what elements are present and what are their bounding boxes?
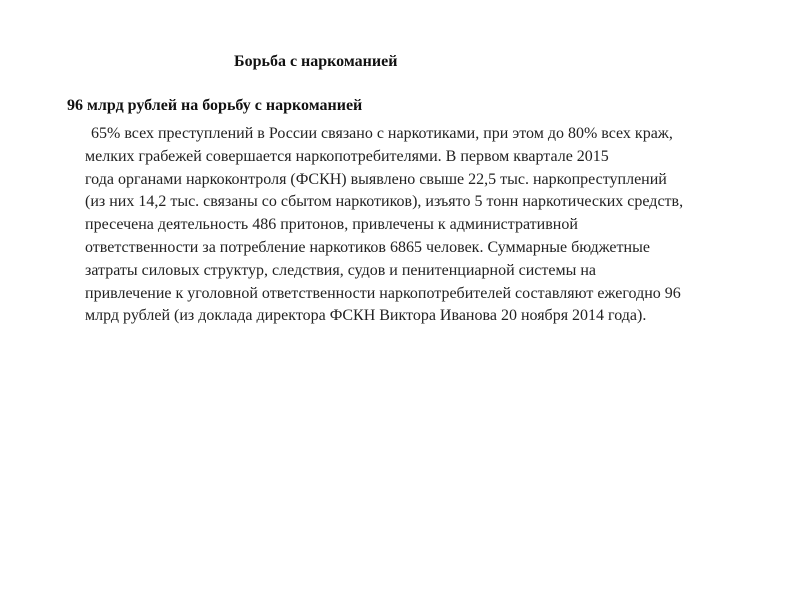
slide-title: Борьба с наркоманией (234, 53, 398, 70)
body-line: привлечение к уголовной ответственности наркопотребителей составляют ежегодно 96 (85, 284, 681, 302)
body-line: мелких грабежей совершается наркопотребителями. В первом квартале 2015 (85, 147, 609, 165)
body-line: года органами наркоконтроля (ФСКН) выявлено свыше 22,5 тыс. наркопреступлений (85, 170, 667, 188)
body-paragraph (85, 123, 775, 328)
slide-subtitle: 96 млрд рублей на борьбу с наркоманией (67, 97, 363, 114)
body-line: затраты силовых структур, следствия, судов и пенитенциарной системы на (85, 261, 597, 279)
body-line: млрд рублей (из доклада директора ФСКН Виктора Иванова 20 ноября 2014 года). (85, 307, 647, 325)
body-line: ответственности за потребление наркотиков 6865 человек. Суммарные бюджетные (85, 238, 650, 256)
body-line: (из них 14,2 тыс. связаны со сбытом наркотиков), изъято 5 тонн наркотических средств, (85, 193, 684, 211)
body-line: 65% всех преступлений в России связано с наркотиками, при этом до 80% всех краж, (91, 125, 673, 142)
body-line: пресечена деятельность 486 притонов, привлечены к административной (85, 216, 578, 234)
